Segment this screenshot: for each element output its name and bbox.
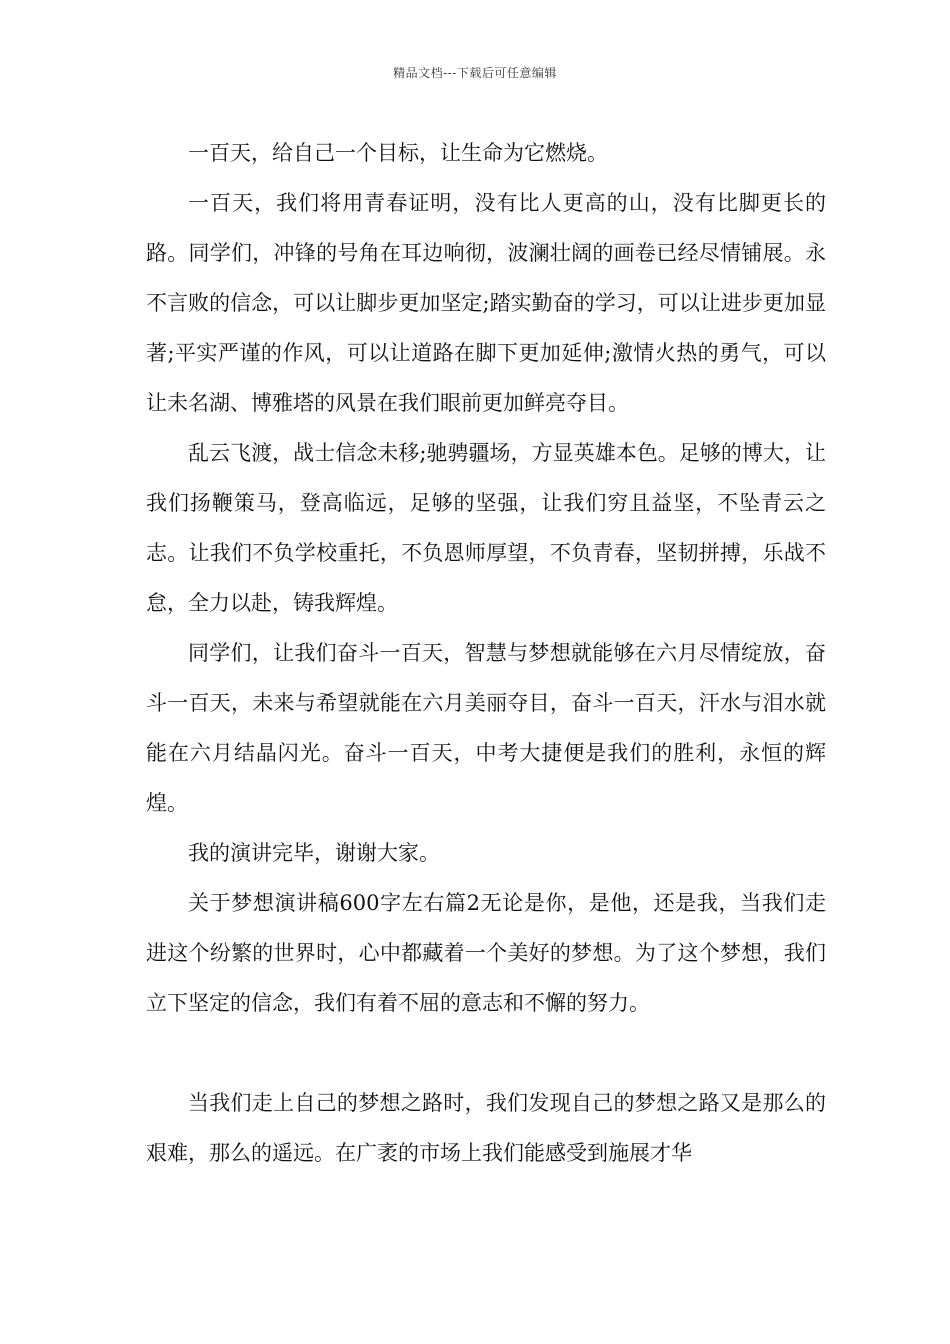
paragraph: 关于梦想演讲稿600字左右篇2无论是你，是他，还是我，当我们走进这个纷繁的世界时，心中都藏着一个美好的梦想。为了这个梦想，我们立下坚定的信念，我们有着不屈的意志和不懈的努力。 [146, 891, 826, 1015]
document-body [146, 128, 826, 1178]
paragraph: 同学们，让我们奋斗一百天，智慧与梦想就能够在六月尽情绽放，奋斗一百天，未来与希望就能在六月美丽夺目，奋斗一百天，汗水与泪水就能在六月结晶闪光。奋斗一百天，中考大捷便是我们的胜利，永恒的辉煌。 [146, 641, 826, 815]
paragraph: 我的演讲完毕，谢谢大家。 [188, 841, 440, 865]
paragraph: 乱云飞渡，战士信念未移;驰骋疆场，方显英雄本色。足够的博大，让我们扬鞭策马，登高临远，足够的坚强，让我们穷且益坚，不坠青云之志。让我们不负学校重托，不负恩师厚望，不负青春，坚韧拼搏，乐战不怠，全力以赴，铸我辉煌。 [146, 441, 826, 615]
paragraph: 一百天，给自己一个目标，让生命为它燃烧。 [188, 141, 608, 165]
paragraph-gap [146, 1028, 826, 1078]
paragraph: 当我们走上自己的梦想之路时，我们发现自己的梦想之路又是那么的艰难，那么的遥远。在广袤的市场上我们能感受到施展才华 [146, 1091, 826, 1165]
page-header: 精品文档---下载后可任意编辑 [393, 66, 557, 80]
paragraph: 一百天，我们将用青春证明，没有比人更高的山，没有比脚更长的路。同学们，冲锋的号角在耳边响彻，波澜壮阔的画卷已经尽情铺展。永不言败的信念，可以让脚步更加坚定;踏实勤奋的学习，可以让进步更加显著;平实严谨的作风，可以让道路在脚下更加延伸;激情火热的勇气，可以让未名湖、博雅塔的风景在我们眼前更加鲜亮夺目。 [146, 191, 826, 415]
